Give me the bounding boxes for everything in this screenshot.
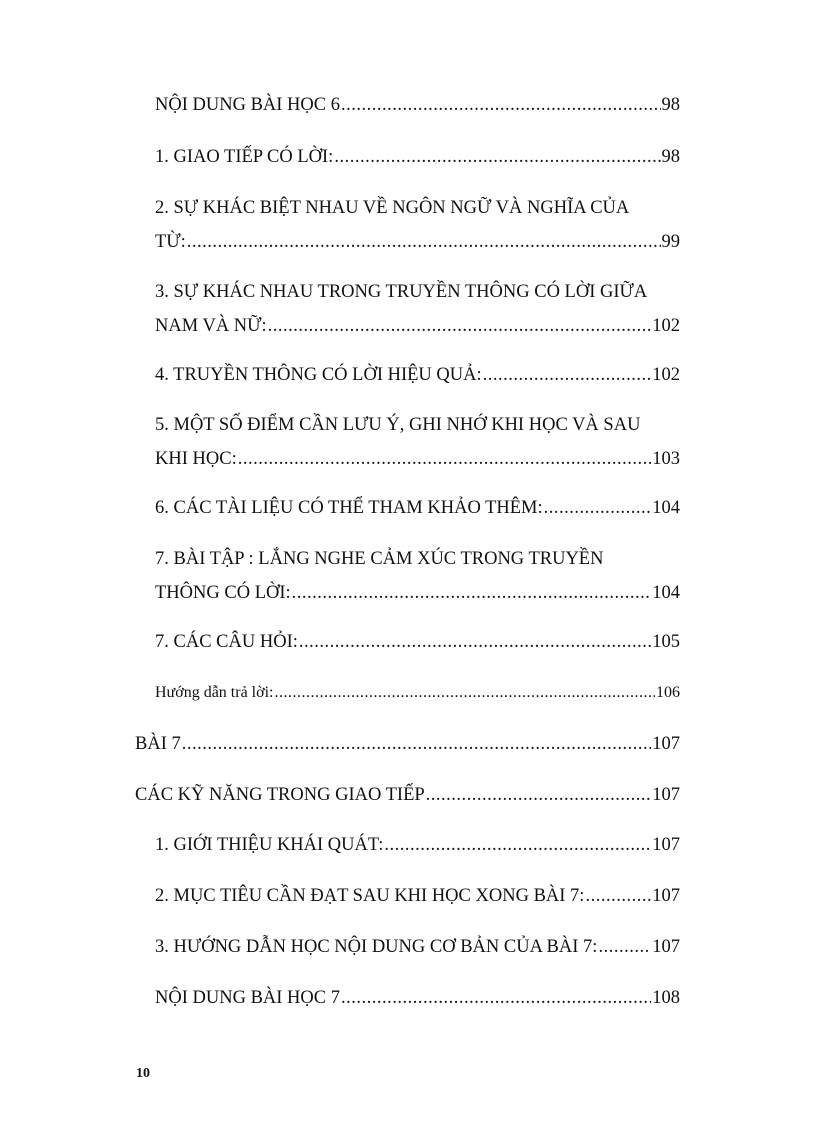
toc-entry-page: 107 bbox=[652, 835, 680, 855]
page-number: 10 bbox=[136, 1066, 150, 1081]
dot-leader bbox=[341, 88, 661, 122]
dot-leader bbox=[483, 358, 652, 392]
toc-entry-title: 3. HƯỚNG DẪN HỌC NỘI DUNG CƠ BẢN CỦA BÀI 7: bbox=[155, 937, 598, 957]
dot-leader bbox=[299, 625, 651, 659]
dot-leader bbox=[544, 491, 652, 525]
toc-entry[interactable] bbox=[155, 930, 680, 964]
toc-entry-page: 107 bbox=[652, 886, 680, 906]
toc-entry-page: 98 bbox=[661, 95, 680, 115]
toc-entry-page: 105 bbox=[652, 632, 680, 652]
toc-entry-title: 7. CÁC CÂU HỎI: bbox=[155, 632, 298, 652]
toc-entry[interactable] bbox=[135, 727, 680, 761]
toc-entry-page: 107 bbox=[652, 785, 680, 805]
toc-entry[interactable] bbox=[155, 542, 680, 610]
dot-leader bbox=[341, 981, 651, 1015]
toc-entry[interactable] bbox=[155, 981, 680, 1015]
dot-leader bbox=[384, 828, 651, 862]
toc-entry-page: 107 bbox=[652, 937, 680, 957]
toc-entry[interactable] bbox=[155, 879, 680, 913]
dot-leader bbox=[292, 576, 652, 610]
dot-leader bbox=[585, 879, 651, 913]
toc-entry[interactable] bbox=[155, 358, 680, 392]
toc-entry-page: 103 bbox=[652, 449, 680, 469]
toc-entry-title: 2. MỤC TIÊU CẦN ĐẠT SAU KHI HỌC XONG BÀI 7: bbox=[155, 886, 585, 906]
toc-entry-title: 6. CÁC TÀI LIỆU CÓ THỂ THAM KHẢO THÊM: bbox=[155, 498, 543, 518]
toc-entry[interactable] bbox=[155, 625, 680, 659]
dot-leader bbox=[182, 727, 652, 761]
toc-entry[interactable] bbox=[155, 491, 680, 525]
toc-entry-title: 1. GIỚI THIỆU KHÁI QUÁT: bbox=[155, 835, 384, 855]
toc-entry-title: NỘI DUNG BÀI HỌC 6 bbox=[155, 95, 340, 115]
toc-entry-title-line-1: 5. MỘT SỐ ĐIỂM CẦN LƯU Ý, GHI NHỚ KHI HỌC VÀ SAU bbox=[155, 415, 641, 435]
toc-entry-title: BÀI 7 bbox=[135, 734, 181, 754]
dot-leader bbox=[598, 930, 651, 964]
dot-leader bbox=[334, 140, 660, 174]
toc-entry-title: NAM VÀ NỮ: bbox=[155, 316, 267, 336]
toc-entry-page: 99 bbox=[661, 232, 680, 252]
toc-entry-title: KHI HỌC: bbox=[155, 449, 237, 469]
toc-entry-title: THÔNG CÓ LỜI: bbox=[155, 583, 291, 603]
toc-entry[interactable] bbox=[155, 275, 680, 343]
toc-entry[interactable] bbox=[155, 191, 680, 259]
toc-entry[interactable] bbox=[155, 88, 680, 122]
toc-entry-page: 108 bbox=[652, 988, 680, 1008]
toc-entry-title-line-1: 2. SỰ KHÁC BIỆT NHAU VỀ NGÔN NGỮ VÀ NGHĨA CỦA bbox=[155, 198, 630, 218]
dot-leader bbox=[426, 778, 652, 812]
toc-entry-title-line-1: 7. BÀI TẬP : LẮNG NGHE CẢM XÚC TRONG TRUYỀN bbox=[155, 549, 604, 569]
toc-entry-page: 106 bbox=[656, 684, 680, 701]
toc-entry-page: 104 bbox=[652, 583, 680, 603]
dot-leader bbox=[274, 676, 655, 710]
toc-entry-title-line-1: 3. SỰ KHÁC NHAU TRONG TRUYỀN THÔNG CÓ LỜI GIỮA bbox=[155, 282, 648, 302]
toc-entry-page: 104 bbox=[652, 498, 680, 518]
toc-entry-page: 102 bbox=[652, 316, 680, 336]
toc-entry[interactable] bbox=[155, 676, 680, 710]
toc-entry[interactable] bbox=[135, 778, 680, 812]
toc-entry-page: 98 bbox=[661, 147, 680, 167]
toc-entry[interactable] bbox=[155, 408, 680, 476]
toc-entry[interactable] bbox=[155, 140, 680, 174]
toc-entry[interactable] bbox=[155, 828, 680, 862]
dot-leader bbox=[238, 442, 652, 476]
toc-entry-page: 102 bbox=[652, 365, 680, 385]
dot-leader bbox=[268, 309, 652, 343]
toc-entry-title: NỘI DUNG BÀI HỌC 7 bbox=[155, 988, 340, 1008]
toc-entry-page: 107 bbox=[652, 734, 680, 754]
toc-entry-title: 4. TRUYỀN THÔNG CÓ LỜI HIỆU QUẢ: bbox=[155, 365, 482, 385]
toc-entry-title: 1. GIAO TIẾP CÓ LỜI: bbox=[155, 147, 334, 167]
toc-entry-title: Hướng dẫn trả lời: bbox=[155, 684, 274, 701]
dot-leader bbox=[187, 225, 661, 259]
toc-entry-title: CÁC KỸ NĂNG TRONG GIAO TIẾP bbox=[135, 785, 425, 805]
toc-entry-title: TỪ: bbox=[155, 232, 186, 252]
